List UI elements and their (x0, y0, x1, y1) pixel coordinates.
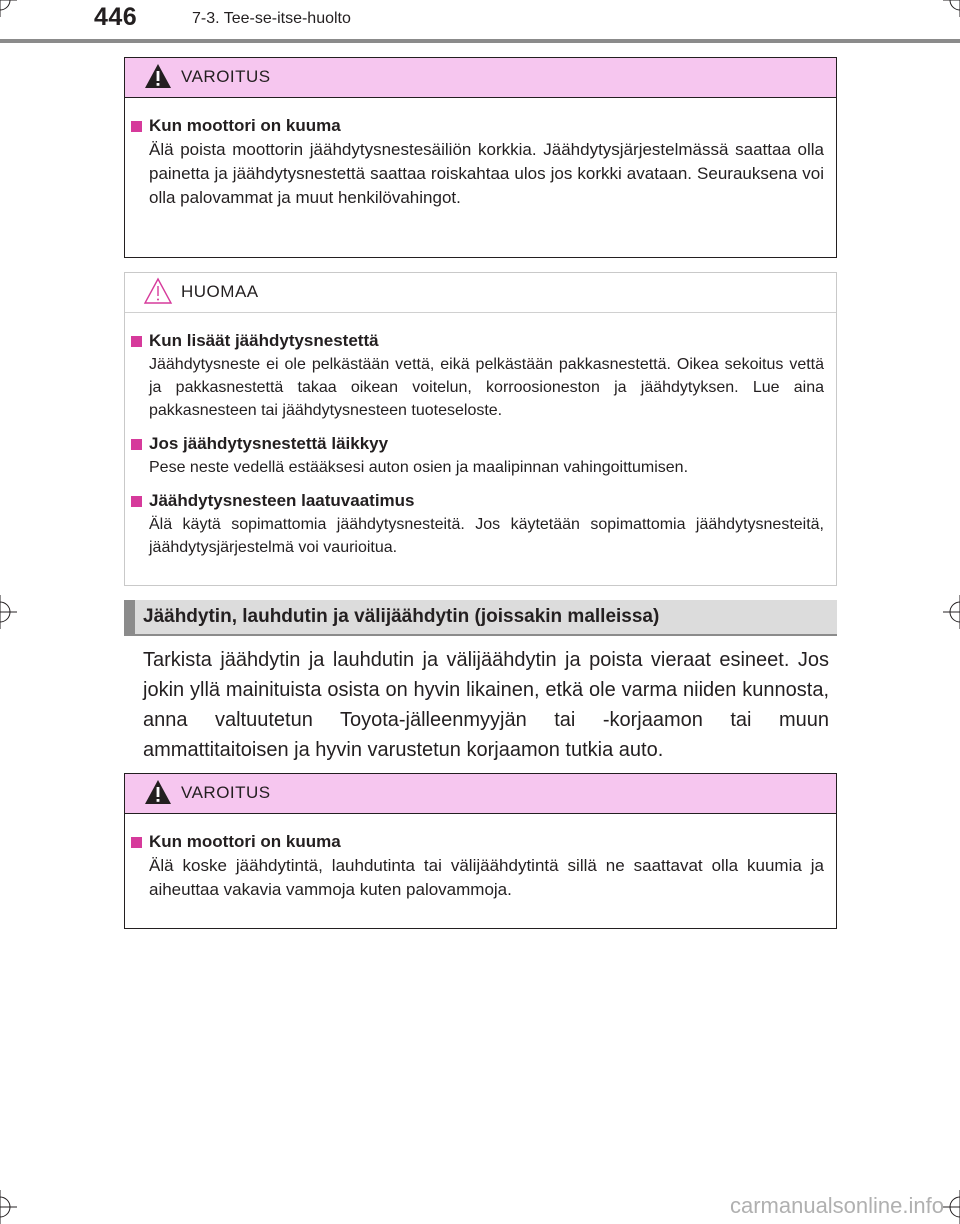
crop-mark-icon (0, 1190, 17, 1224)
item-heading (131, 329, 824, 353)
warning-title: VAROITUS (181, 67, 271, 86)
warning-item (131, 830, 824, 902)
bullet-square-icon (131, 439, 142, 450)
chapter-label: 7-3. Tee-se-itse-huolto (192, 10, 351, 27)
item-heading-text: Jos jäähdytysnestettä läikkyy (149, 434, 389, 453)
page-number: 446 (94, 3, 138, 31)
caution-triangle-icon (143, 277, 173, 305)
warning-box (124, 773, 837, 929)
watermark: carmanualsonline.info (729, 1193, 944, 1218)
crop-mark-icon (0, 595, 17, 629)
section-heading (124, 600, 837, 636)
warning-box-body (125, 814, 836, 918)
caution-item (131, 329, 824, 422)
caution-box-header (125, 273, 836, 313)
item-text: Älä poista moottorin jäähdytysnestesäiliön korkkia. Jäähdytysjärjestelmässä saattaa olla painetta ja jäähdytysnestettä saattaa roiskahtaa ulos jos korkki avataan. Seurauksena voi olla palovammat ja muut henkilövahingot. (149, 140, 824, 207)
warning-triangle-icon (143, 62, 173, 90)
item-heading (131, 830, 824, 854)
warning-box-header (125, 774, 836, 814)
crop-mark-icon (0, 0, 17, 17)
warning-item (131, 114, 824, 210)
item-text: Älä koske jäähdytintä, lauhdutinta tai välijäähdytintä sillä ne saattavat olla kuumia ja aiheuttaa vakavia vammoja kuten palovammoja. (149, 856, 824, 899)
warning-box-body (125, 98, 836, 226)
item-text: Jäähdytysneste ei ole pelkästään vettä, eikä pelkästään pakkasnestettä. Oikea sekoitus vettä ja pakkasnestettä takaa oikean voitelun, korroosioneston ja jäähdytyksen. Lue aina pakkasnesteen tai jäähdytysnesteen tuoteseloste. (149, 356, 824, 419)
crop-mark-icon (943, 1190, 960, 1224)
item-heading (131, 432, 824, 456)
item-heading (131, 489, 824, 513)
item-heading-text: Kun moottori on kuuma (149, 116, 341, 135)
bullet-square-icon (131, 837, 142, 848)
warning-triangle-icon (143, 778, 173, 806)
bullet-square-icon (131, 121, 142, 132)
caution-box-body (125, 313, 836, 575)
bullet-square-icon (131, 496, 142, 507)
section-heading-bar (124, 600, 135, 636)
bullet-square-icon (131, 336, 142, 347)
item-heading-text: Kun lisäät jäähdytysnestettä (149, 331, 379, 350)
crop-mark-icon (943, 0, 960, 17)
item-heading-text: Jäähdytysnesteen laatuvaatimus (149, 491, 415, 510)
caution-box (124, 272, 837, 586)
item-heading-text: Kun moottori on kuuma (149, 832, 341, 851)
warning-box-header (125, 58, 836, 98)
warning-title: VAROITUS (181, 783, 271, 802)
item-heading (131, 114, 824, 138)
section-heading-text: Jäähdytin, lauhdutin ja välijäähdytin (joissakin malleissa) (143, 606, 660, 627)
caution-item (131, 432, 824, 479)
caution-title: HUOMAA (181, 282, 259, 301)
item-text: Älä käytä sopimattomia jäähdytysnesteitä. Jos käytetään sopimattomia jäähdytysnesteitä, jäähdytysjärjestelmä voi vaurioitua. (149, 516, 824, 556)
header-rule (0, 39, 960, 43)
body-paragraph: Tarkista jäähdytin ja lauhdutin ja välijäähdytin ja poista vieraat esineet. Jos jokin yllä mainituista osista on hyvin likainen, etkä ole varma niiden kunnosta, anna valtuutetun Toyota-jälleenmyyjän tai -korjaamon tai muun ammattitaitoisen ja hyvin varustetun korjaamon tutkia auto. (143, 649, 829, 761)
crop-mark-icon (943, 595, 960, 629)
caution-item (131, 489, 824, 559)
warning-box (124, 57, 837, 258)
item-text: Pese neste vedellä estääksesi auton osien ja maalipinnan vahingoittumisen. (149, 459, 689, 476)
